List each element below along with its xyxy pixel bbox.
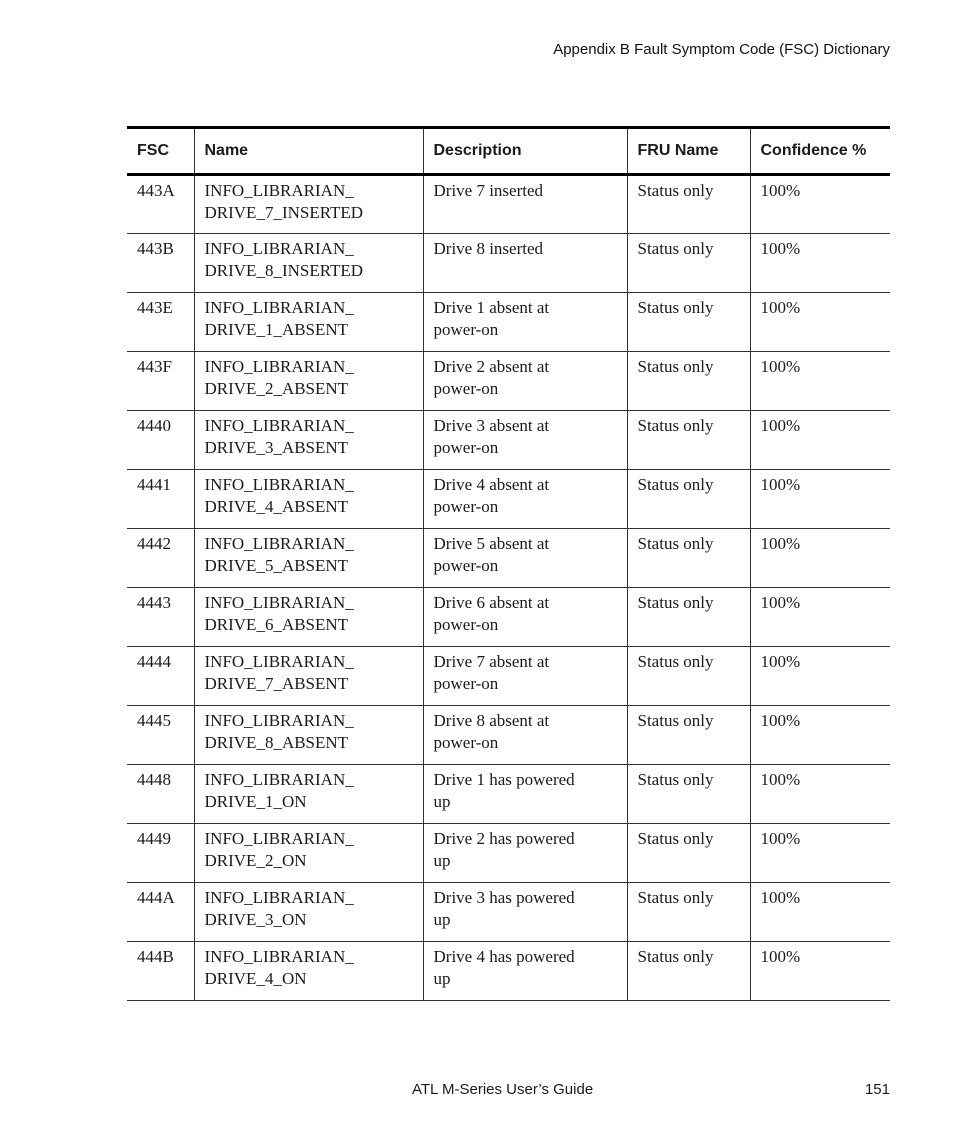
confidence-cell: 100% (750, 942, 890, 1001)
name-line-2: DRIVE_6_ABSENT (204, 615, 349, 634)
running-header: Appendix B Fault Symptom Code (FSC) Dictionary (553, 41, 890, 58)
name-cell (194, 706, 423, 765)
table-row (127, 293, 890, 352)
name-cell (194, 175, 423, 234)
description-line-1: Drive 1 absent at (433, 298, 550, 317)
name-line-2: DRIVE_7_ABSENT (204, 674, 349, 693)
confidence-cell: 100% (750, 647, 890, 706)
description-line-2: power-on (433, 379, 499, 398)
fru-name-cell: Status only (627, 293, 750, 352)
description-line-2: up (433, 969, 451, 988)
description-cell (423, 647, 627, 706)
fsc-cell: 4442 (127, 529, 194, 588)
table-row (127, 352, 890, 411)
column-header-fsc: FSC (127, 128, 194, 175)
name-line-2: DRIVE_2_ON (204, 851, 307, 870)
description-cell (423, 765, 627, 824)
name-line-2: DRIVE_4_ON (204, 969, 307, 988)
description-line-1: Drive 2 has powered (433, 829, 575, 848)
description-cell (423, 942, 627, 1001)
table-header (127, 128, 890, 175)
description-cell (423, 411, 627, 470)
fru-name-cell: Status only (627, 234, 750, 293)
confidence-cell: 100% (750, 706, 890, 765)
description-line-2: power-on (433, 497, 499, 516)
table-row (127, 470, 890, 529)
name-line-2: DRIVE_2_ABSENT (204, 379, 349, 398)
name-line-1: INFO_LIBRARIAN_ (204, 947, 354, 966)
footer-title: ATL M-Series User’s Guide (412, 1081, 594, 1098)
description-cell (423, 706, 627, 765)
description-line-1: Drive 7 absent at (433, 652, 550, 671)
name-cell (194, 588, 423, 647)
page-number: 151 (864, 1081, 890, 1098)
description-line-1: Drive 8 inserted (433, 239, 544, 258)
description-line-1: Drive 4 absent at (433, 475, 550, 494)
name-cell (194, 824, 423, 883)
fsc-cell: 4449 (127, 824, 194, 883)
column-header-name: Name (194, 128, 423, 175)
description-cell (423, 529, 627, 588)
fsc-cell: 4441 (127, 470, 194, 529)
table-row (127, 234, 890, 293)
name-cell (194, 529, 423, 588)
description-cell (423, 175, 627, 234)
header-row (127, 128, 890, 175)
description-line-1: Drive 8 absent at (433, 711, 550, 730)
description-cell (423, 352, 627, 411)
description-cell (423, 588, 627, 647)
confidence-cell: 100% (750, 234, 890, 293)
confidence-cell: 100% (750, 588, 890, 647)
fsc-cell: 4448 (127, 765, 194, 824)
fsc-cell: 4445 (127, 706, 194, 765)
name-cell (194, 234, 423, 293)
confidence-cell: 100% (750, 824, 890, 883)
description-line-2: up (433, 792, 451, 811)
description-line-1: Drive 3 has powered (433, 888, 575, 907)
fsc-cell: 443A (127, 175, 194, 234)
description-line-2: power-on (433, 556, 499, 575)
name-line-1: INFO_LIBRARIAN_ (204, 239, 354, 258)
fru-name-cell: Status only (627, 352, 750, 411)
column-header-confidence: Confidence % (750, 128, 890, 175)
description-line-1: Drive 2 absent at (433, 357, 550, 376)
name-line-2: DRIVE_4_ABSENT (204, 497, 349, 516)
fru-name-cell: Status only (627, 883, 750, 942)
name-line-1: INFO_LIBRARIAN_ (204, 534, 354, 553)
confidence-cell: 100% (750, 175, 890, 234)
confidence-cell: 100% (750, 470, 890, 529)
description-line-2: power-on (433, 615, 499, 634)
table-row (127, 588, 890, 647)
description-line-2: up (433, 910, 451, 929)
fsc-cell: 443E (127, 293, 194, 352)
fsc-cell: 4443 (127, 588, 194, 647)
name-line-1: INFO_LIBRARIAN_ (204, 711, 354, 730)
name-line-1: INFO_LIBRARIAN_ (204, 298, 354, 317)
fru-name-cell: Status only (627, 529, 750, 588)
description-line-1: Drive 6 absent at (433, 593, 550, 612)
name-line-1: INFO_LIBRARIAN_ (204, 652, 354, 671)
description-cell (423, 470, 627, 529)
name-line-1: INFO_LIBRARIAN_ (204, 357, 354, 376)
table-row (127, 765, 890, 824)
name-cell (194, 352, 423, 411)
name-line-2: DRIVE_8_ABSENT (204, 733, 349, 752)
name-line-1: INFO_LIBRARIAN_ (204, 829, 354, 848)
fsc-cell: 444B (127, 942, 194, 1001)
column-header-fru-name: FRU Name (627, 128, 750, 175)
confidence-cell: 100% (750, 411, 890, 470)
fru-name-cell: Status only (627, 824, 750, 883)
name-cell (194, 765, 423, 824)
table-row (127, 647, 890, 706)
name-line-2: DRIVE_8_INSERTED (204, 261, 364, 280)
table-body (127, 175, 890, 1001)
description-line-1: Drive 1 has powered (433, 770, 575, 789)
confidence-cell: 100% (750, 293, 890, 352)
name-line-1: INFO_LIBRARIAN_ (204, 181, 354, 200)
description-cell (423, 883, 627, 942)
table-row (127, 824, 890, 883)
column-header-description: Description (423, 128, 627, 175)
fru-name-cell: Status only (627, 588, 750, 647)
name-line-2: DRIVE_3_ABSENT (204, 438, 349, 457)
name-line-1: INFO_LIBRARIAN_ (204, 593, 354, 612)
name-cell (194, 942, 423, 1001)
table-row (127, 942, 890, 1001)
name-cell (194, 293, 423, 352)
description-line-2: power-on (433, 320, 499, 339)
fru-name-cell: Status only (627, 470, 750, 529)
fru-name-cell: Status only (627, 706, 750, 765)
fsc-cell: 4440 (127, 411, 194, 470)
name-line-2: DRIVE_5_ABSENT (204, 556, 349, 575)
description-line-1: Drive 7 inserted (433, 181, 544, 200)
fsc-table (127, 126, 890, 1001)
confidence-cell: 100% (750, 529, 890, 588)
confidence-cell: 100% (750, 765, 890, 824)
name-cell (194, 411, 423, 470)
description-line-2: up (433, 851, 451, 870)
fsc-cell: 4444 (127, 647, 194, 706)
fru-name-cell: Status only (627, 411, 750, 470)
description-line-1: Drive 4 has powered (433, 947, 575, 966)
description-cell (423, 234, 627, 293)
name-line-2: DRIVE_3_ON (204, 910, 307, 929)
table-row (127, 175, 890, 234)
description-cell (423, 824, 627, 883)
fsc-cell: 443B (127, 234, 194, 293)
name-line-2: DRIVE_1_ON (204, 792, 307, 811)
description-line-1: Drive 5 absent at (433, 534, 550, 553)
table-row (127, 411, 890, 470)
name-cell (194, 470, 423, 529)
table-row (127, 529, 890, 588)
confidence-cell: 100% (750, 352, 890, 411)
fru-name-cell: Status only (627, 175, 750, 234)
fru-name-cell: Status only (627, 647, 750, 706)
confidence-cell: 100% (750, 883, 890, 942)
name-line-1: INFO_LIBRARIAN_ (204, 475, 354, 494)
name-line-1: INFO_LIBRARIAN_ (204, 888, 354, 907)
description-line-2: power-on (433, 674, 499, 693)
table-row (127, 706, 890, 765)
name-line-1: INFO_LIBRARIAN_ (204, 416, 354, 435)
description-line-2: power-on (433, 438, 499, 457)
fsc-cell: 444A (127, 883, 194, 942)
name-cell (194, 647, 423, 706)
description-cell (423, 293, 627, 352)
name-line-2: DRIVE_7_INSERTED (204, 203, 364, 222)
description-line-1: Drive 3 absent at (433, 416, 550, 435)
name-line-1: INFO_LIBRARIAN_ (204, 770, 354, 789)
fru-name-cell: Status only (627, 765, 750, 824)
fsc-cell: 443F (127, 352, 194, 411)
description-line-2: power-on (433, 733, 499, 752)
name-line-2: DRIVE_1_ABSENT (204, 320, 349, 339)
fru-name-cell: Status only (627, 942, 750, 1001)
name-cell (194, 883, 423, 942)
table-row (127, 883, 890, 942)
